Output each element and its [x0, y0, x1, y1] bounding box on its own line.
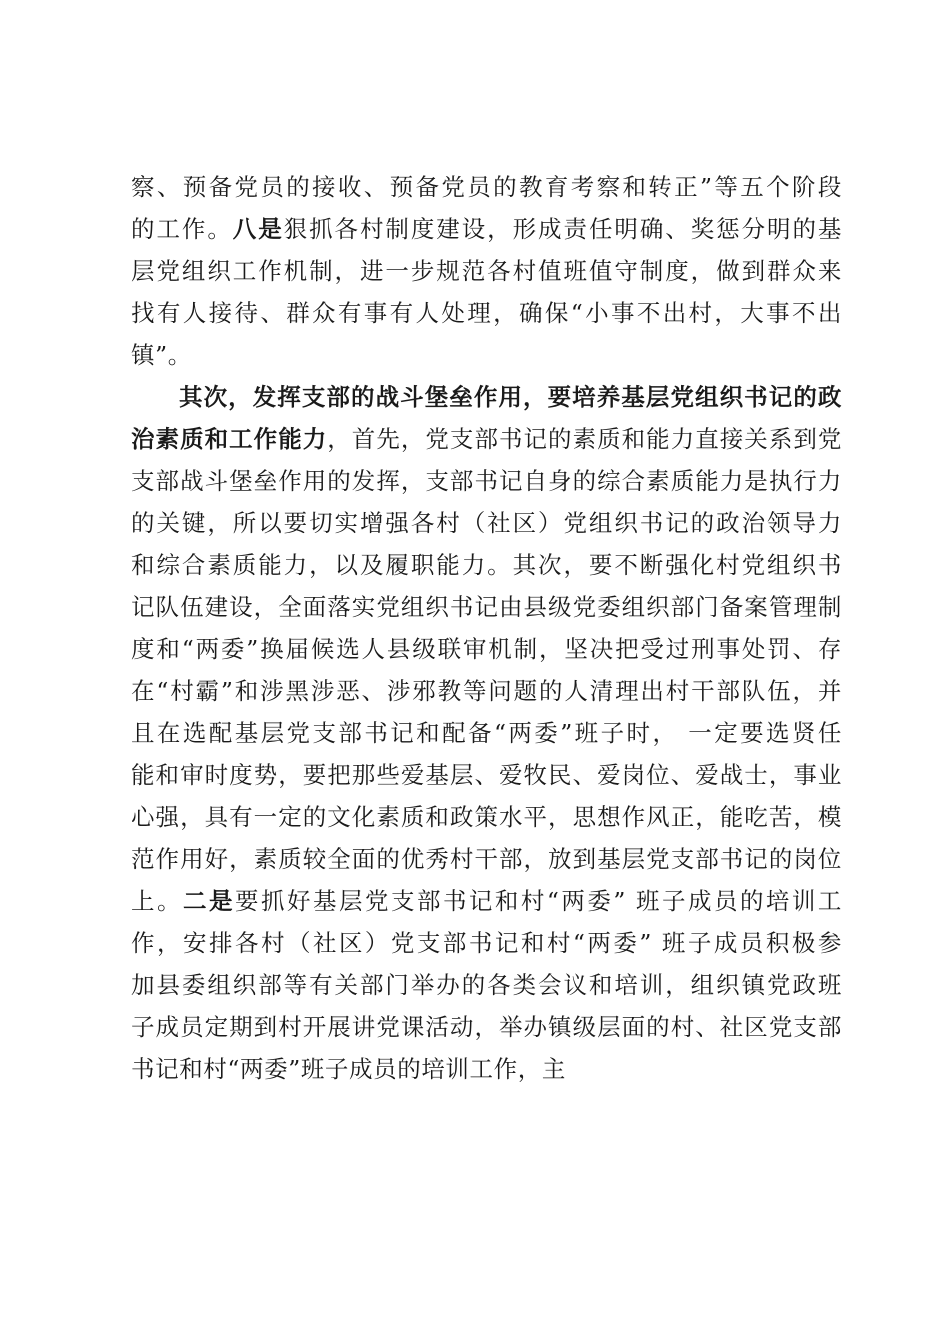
text-line	[131, 250, 842, 292]
text-segment: 且在选配基层党支部书记和配备“两委”班子时， 一定要选贤任	[131, 719, 842, 747]
text-segment: 作，安排各村（社区）党支部书记和村“两委” 班子成员积极参	[131, 929, 842, 957]
text-segment: 能和审时度势，要把那些爱基层、爱牧民、爱岗位、爱战士，事业	[131, 761, 842, 789]
text-line	[131, 964, 842, 1006]
text-segment: 度和“两委”换届候选人县级联审机制，坚决把受过刑事处罚、存	[131, 635, 842, 663]
text-segment: 的关键，所以要切实增强各村（社区）党组织书记的政治领导力	[131, 509, 842, 537]
text-line	[131, 208, 842, 250]
text-segment: ，首先，党支部书记的素质和能力直接关系到党	[327, 425, 842, 453]
text-segment: 书记和村“两委”班子成员的培训工作，主	[131, 1055, 566, 1083]
body-text	[131, 166, 842, 1090]
text-line	[131, 586, 842, 628]
text-segment: 在“村霸”和涉黑涉恶、涉邪教等问题的人清理出村干部队伍，并	[131, 677, 842, 705]
text-line	[131, 418, 842, 460]
text-line	[131, 376, 842, 418]
bold-text-segment: 其次，发挥支部的战斗堡垒作用，要培养基层党组织书记的政	[179, 383, 842, 411]
text-segment: 要抓好基层党支部书记和村“两委” 班子成员的培训工	[235, 887, 843, 915]
text-segment: 和综合素质能力，以及履职能力。其次，要不断强化村党组织书	[131, 551, 842, 579]
text-line	[131, 880, 842, 922]
text-line	[131, 166, 842, 208]
text-segment: 加县委组织部等有关部门举办的各类会议和培训，组织镇党政班	[131, 971, 842, 999]
text-segment: 狠抓各村制度建设，形成责任明确、奖惩分明的基	[283, 215, 843, 243]
bold-text-segment: 八是	[232, 215, 284, 243]
bold-text-segment: 治素质和工作能力	[131, 425, 328, 453]
text-segment: 找有人接待、群众有事有人处理，确保“小事不出村，大事不出	[131, 299, 842, 327]
text-line	[131, 712, 842, 754]
text-segment: 子成员定期到村开展讲党课活动，举办镇级层面的村、社区党支部	[131, 1013, 842, 1041]
text-line	[131, 754, 842, 796]
text-segment: 镇”。	[131, 341, 192, 369]
text-line	[131, 460, 842, 502]
text-line	[131, 1048, 842, 1090]
text-line	[131, 502, 842, 544]
text-line	[131, 334, 842, 376]
text-segment: 层党组织工作机制，进一步规范各村值班值守制度，做到群众来	[131, 257, 842, 285]
bold-text-segment: 二是	[183, 887, 235, 915]
text-line	[131, 1006, 842, 1048]
text-line	[131, 922, 842, 964]
text-line	[131, 292, 842, 334]
text-line	[131, 544, 842, 586]
text-line	[131, 670, 842, 712]
text-line	[131, 628, 842, 670]
text-segment: 的工作。	[131, 215, 233, 243]
text-segment: 察、预备党员的接收、预备党员的教育考察和转正”等五个阶段	[131, 173, 842, 201]
text-segment: 支部战斗堡垒作用的发挥，支部书记自身的综合素质能力是执行力	[131, 467, 842, 495]
text-segment: 范作用好，素质较全面的优秀村干部，放到基层党支部书记的岗位	[131, 845, 842, 873]
text-segment: 记队伍建设，全面落实党组织书记由县级党委组织部门备案管理制	[131, 593, 842, 621]
text-segment: 心强，具有一定的文化素质和政策水平，思想作风正，能吃苦，模	[131, 803, 842, 831]
text-segment: 上。	[131, 887, 183, 915]
text-line	[131, 796, 842, 838]
text-line	[131, 838, 842, 880]
